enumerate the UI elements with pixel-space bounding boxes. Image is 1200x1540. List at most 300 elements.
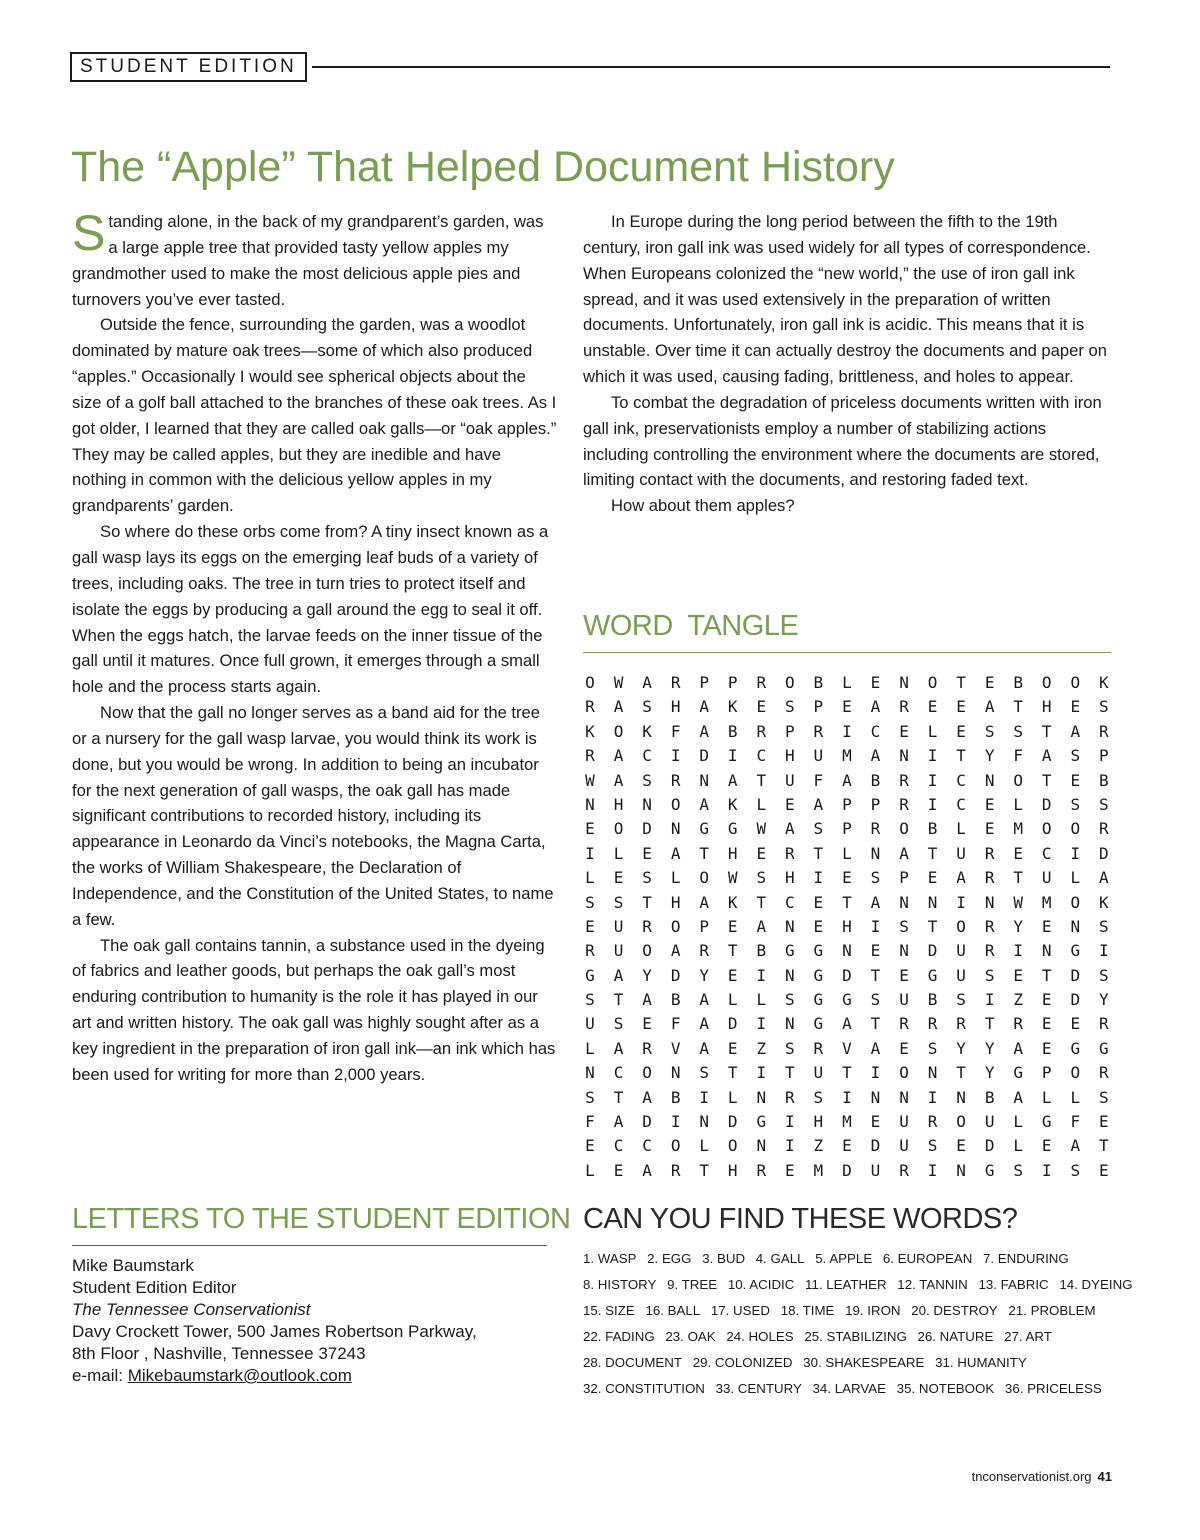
find-word-item: 29. COLONIZED <box>692 1355 793 1370</box>
grid-letter: I <box>785 1136 795 1156</box>
grid-letter: R <box>756 1160 767 1180</box>
grid-letter: N <box>699 1112 709 1132</box>
grid-letter: L <box>585 1160 595 1180</box>
grid-letter: O <box>642 1063 652 1083</box>
grid-letter: I <box>927 770 938 790</box>
grid-letter: C <box>870 721 881 741</box>
grid-letter: R <box>1099 1063 1109 1083</box>
find-word-item: 35. NOTEBOOK <box>896 1381 995 1396</box>
grid-letter: A <box>613 1038 624 1058</box>
grid-letter: A <box>670 941 681 961</box>
grid-letter: T <box>756 892 767 912</box>
grid-letter: B <box>756 941 767 961</box>
grid-letter: R <box>1099 721 1109 741</box>
grid-letter: H <box>670 697 681 717</box>
grid-letter: E <box>813 916 824 936</box>
grid-letter: G <box>1041 1112 1052 1132</box>
grid-letter: A <box>899 843 909 863</box>
grid-letter: K <box>1099 892 1109 912</box>
grid-letter: E <box>1070 1014 1081 1034</box>
grid-letter: L <box>670 868 681 888</box>
grid-letter: T <box>870 965 881 985</box>
find-word-item: 3. BUD <box>702 1251 746 1266</box>
grid-letter: G <box>785 941 795 961</box>
grid-letter: Y <box>984 746 995 766</box>
grid-letter: N <box>585 794 595 814</box>
grid-letter: F <box>1013 746 1024 766</box>
grid-letter: O <box>699 868 709 888</box>
grid-letter: N <box>785 965 795 985</box>
find-word-item: 16. BALL <box>645 1303 701 1318</box>
grid-letter: B <box>670 990 681 1010</box>
grid-letter: I <box>756 1063 767 1083</box>
grid-letter: P <box>699 916 709 936</box>
find-word-item: 13. FABRIC <box>978 1277 1049 1292</box>
grid-letter: E <box>1041 990 1052 1010</box>
grid-letter: E <box>785 794 795 814</box>
grid-letter: I <box>670 746 681 766</box>
grid-letter: E <box>585 819 595 839</box>
grid-letter: L <box>1013 1136 1024 1156</box>
grid-letter: L <box>842 673 852 692</box>
grid-letter: S <box>785 990 795 1010</box>
grid-letter: E <box>1041 1014 1052 1034</box>
grid-letter: B <box>927 990 938 1010</box>
grid-letter: D <box>642 819 652 839</box>
grid-letter: O <box>927 673 938 692</box>
grid-letter: S <box>756 868 767 888</box>
grid-letter: E <box>956 697 966 717</box>
find-word-item: 23. OAK <box>665 1329 716 1344</box>
grid-letter: S <box>984 721 995 741</box>
grid-row <box>583 793 1111 817</box>
grid-letter: S <box>1070 1160 1081 1180</box>
grid-letter: S <box>956 990 966 1010</box>
grid-letter: R <box>899 770 909 790</box>
grid-letter: V <box>842 1038 852 1058</box>
grid-letter: S <box>927 1038 938 1058</box>
grid-letter: R <box>642 916 652 936</box>
grid-letter: E <box>927 868 938 888</box>
grid-letter: S <box>642 697 652 717</box>
grid-letter: L <box>1070 1087 1081 1107</box>
grid-letter: T <box>699 843 709 863</box>
grid-letter: R <box>927 1112 938 1132</box>
find-word-item: 10. ACIDIC <box>727 1277 795 1292</box>
grid-letter: L <box>585 1038 595 1058</box>
grid-letter: C <box>785 892 795 912</box>
find-word-item: 27. ART <box>1004 1329 1052 1344</box>
grid-letter: N <box>699 770 709 790</box>
grid-letter: K <box>585 721 595 741</box>
grid-letter: A <box>613 1112 624 1132</box>
find-words-list <box>583 1246 1143 1402</box>
grid-letter: S <box>870 868 881 888</box>
grid-letter: S <box>1070 794 1081 814</box>
grid-letter: H <box>613 794 624 814</box>
grid-letter: N <box>1041 941 1052 961</box>
grid-letter: U <box>956 941 966 961</box>
grid-letter: G <box>1070 941 1081 961</box>
grid-letter: L <box>1013 794 1024 814</box>
grid-letter: C <box>956 770 966 790</box>
grid-row <box>583 1012 1111 1036</box>
article-right-column <box>583 209 1108 519</box>
grid-letter: E <box>813 892 824 912</box>
grid-letter: R <box>984 916 995 936</box>
article-paragraph: To combat the degradation of priceless documents written with iron gall ink, preservationists employ a number of stabilizing actions including controlling the environment where the documents are stored, limiting contact with the documents, and restoring faded text. <box>583 392 1102 490</box>
grid-letter: N <box>785 916 795 936</box>
grid-letter: A <box>1070 721 1081 741</box>
grid-letter: D <box>642 1112 652 1132</box>
grid-letter: B <box>1013 673 1024 692</box>
grid-letter: G <box>727 819 738 839</box>
grid-letter: O <box>1041 673 1052 692</box>
grid-letter: B <box>984 1087 995 1107</box>
grid-letter: Y <box>1013 916 1024 936</box>
grid-letter: A <box>870 746 881 766</box>
grid-letter: E <box>870 673 881 692</box>
grid-letter: S <box>613 892 624 912</box>
grid-letter: P <box>699 673 709 692</box>
find-word-item: 21. PROBLEM <box>1008 1303 1096 1318</box>
grid-row <box>583 695 1111 719</box>
grid-letter: G <box>1013 1063 1024 1083</box>
grid-letter: I <box>756 1014 767 1034</box>
grid-letter: O <box>1070 1063 1081 1083</box>
grid-letter: D <box>842 965 852 985</box>
grid-letter: Z <box>756 1038 767 1058</box>
address-line-2: 8th Floor , Nashville, Tennessee 37243 <box>72 1344 366 1363</box>
grid-letter: N <box>842 941 852 961</box>
grid-letter: U <box>585 1014 595 1034</box>
grid-letter: S <box>1070 746 1081 766</box>
grid-letter: R <box>670 770 681 790</box>
grid-letter: L <box>1013 1112 1024 1132</box>
grid-letter: R <box>585 941 595 961</box>
grid-row <box>583 915 1111 939</box>
grid-letter: N <box>785 1014 795 1034</box>
grid-letter: E <box>727 965 738 985</box>
grid-letter: R <box>699 941 709 961</box>
grid-letter: U <box>813 1063 824 1083</box>
grid-letter: O <box>1070 673 1081 692</box>
find-word-item: 14. DYEING <box>1059 1277 1133 1292</box>
article-paragraph: So where do these orbs come from? A tiny insect known as a gall wasp lays its eggs on the emerging leaf buds of a variety of trees, including oaks. The tree in turn tries to protect itself and isolate the eggs by producing a gall around the egg to seal it off. When the eggs hatch, the larvae feeds on the inner tissue of the gall until it matures. Once full grown, it emerges through a small hole and the process starts again. <box>72 522 549 697</box>
grid-letter: U <box>1041 868 1052 888</box>
grid-letter: R <box>1099 1014 1109 1034</box>
grid-letter: E <box>756 843 767 863</box>
find-word-item: 26. NATURE <box>917 1329 994 1344</box>
grid-letter: E <box>984 673 995 692</box>
grid-letter: T <box>699 1160 709 1180</box>
grid-letter: R <box>899 1160 909 1180</box>
grid-letter: E <box>1041 916 1052 936</box>
grid-letter: R <box>756 721 767 741</box>
find-word-item: 20. DESTROY <box>911 1303 998 1318</box>
find-word-item: 30. SHAKESPEARE <box>803 1355 925 1370</box>
grid-letter: G <box>699 819 709 839</box>
find-word-item: 24. HOLES <box>726 1329 794 1344</box>
grid-row <box>583 1159 1111 1183</box>
find-word-item: 15. SIZE <box>583 1303 635 1318</box>
find-word-item: 5. APPLE <box>815 1251 873 1266</box>
grid-letter: R <box>785 1087 795 1107</box>
grid-letter: E <box>1070 697 1081 717</box>
grid-letter: A <box>642 1160 652 1180</box>
grid-letter: I <box>756 965 767 985</box>
grid-letter: S <box>1099 1087 1109 1107</box>
grid-letter: U <box>899 990 909 1010</box>
find-word-item: 33. CENTURY <box>715 1381 802 1396</box>
find-word-item: 32. CONSTITUTION <box>583 1381 705 1396</box>
grid-letter: L <box>927 721 938 741</box>
grid-letter: S <box>699 1063 709 1083</box>
grid-letter: S <box>585 990 595 1010</box>
find-word-item: 28. DOCUMENT <box>583 1355 682 1370</box>
grid-letter: O <box>585 673 595 692</box>
grid-letter: F <box>670 1014 681 1034</box>
grid-letter: F <box>1070 1112 1081 1132</box>
grid-letter: A <box>699 794 709 814</box>
grid-letter: Y <box>1099 990 1109 1010</box>
grid-letter: B <box>870 770 881 790</box>
grid-letter: R <box>984 843 995 863</box>
grid-row <box>583 988 1111 1012</box>
site-url: tnconservationist.org <box>971 1469 1092 1484</box>
grid-letter: T <box>1099 1136 1109 1156</box>
grid-letter: G <box>842 990 852 1010</box>
grid-letter: A <box>613 770 624 790</box>
grid-letter: D <box>870 1136 881 1156</box>
article-paragraph: The oak gall contains tannin, a substance used in the dyeing of fabrics and leather goods, but perhaps the oak gall’s most enduring contribution to humanity is the role it has played in our art and written history. The oak gall was highly sought after as a key ingredient in the preparation of iron gall ink—an ink which has been used for writing for more than 2,000 years. <box>72 935 556 1084</box>
grid-letter: E <box>927 697 938 717</box>
grid-letter: Y <box>642 965 652 985</box>
grid-letter: Z <box>813 1136 824 1156</box>
grid-letter: R <box>756 673 767 692</box>
grid-letter: R <box>1099 819 1109 839</box>
grid-letter: L <box>727 990 738 1010</box>
grid-letter: S <box>813 1087 824 1107</box>
grid-letter: P <box>1099 746 1109 766</box>
grid-letter: E <box>585 1136 595 1156</box>
grid-letter: G <box>927 965 938 985</box>
grid-row <box>583 744 1111 768</box>
grid-letter: I <box>670 1112 681 1132</box>
grid-letter: P <box>813 697 824 717</box>
find-word-item: 34. LARVAE <box>812 1381 886 1396</box>
address-line-1: Davy Crockett Tower, 500 James Robertson Parkway, <box>72 1322 477 1341</box>
grid-letter: T <box>1041 770 1052 790</box>
grid-letter: N <box>984 892 995 912</box>
grid-letter: T <box>956 746 966 766</box>
grid-letter: K <box>642 721 652 741</box>
grid-letter: O <box>899 1063 909 1083</box>
grid-letter: V <box>670 1038 681 1058</box>
grid-letter: A <box>699 1038 709 1058</box>
grid-letter: A <box>870 697 881 717</box>
grid-letter: S <box>813 819 824 839</box>
grid-letter: E <box>870 941 881 961</box>
grid-letter: N <box>899 1087 909 1107</box>
grid-letter: N <box>870 843 881 863</box>
email-link[interactable]: Mikebaumstark@outlook.com <box>127 1366 352 1385</box>
grid-letter: N <box>899 673 909 692</box>
grid-letter: A <box>699 1014 709 1034</box>
grid-letter: U <box>785 770 795 790</box>
grid-letter: U <box>813 746 824 766</box>
grid-letter: D <box>984 1136 995 1156</box>
grid-letter: I <box>927 746 938 766</box>
find-word-item: 11. LEATHER <box>805 1277 887 1292</box>
find-word-item: 17. USED <box>710 1303 770 1318</box>
grid-letter: P <box>842 819 852 839</box>
grid-letter: L <box>1070 868 1081 888</box>
grid-letter: Z <box>1013 990 1024 1010</box>
grid-letter: A <box>870 892 881 912</box>
grid-letter: A <box>699 990 709 1010</box>
grid-letter: A <box>727 770 738 790</box>
grid-letter: E <box>956 721 966 741</box>
grid-row <box>583 817 1111 841</box>
grid-row <box>583 769 1111 793</box>
find-word-item: 2. EGG <box>647 1251 692 1266</box>
grid-letter: N <box>642 794 652 814</box>
grid-letter: P <box>785 721 795 741</box>
grid-letter: U <box>899 1112 909 1132</box>
grid-letter: I <box>842 1087 852 1107</box>
grid-letter: T <box>984 1014 995 1034</box>
grid-letter: N <box>585 1063 595 1083</box>
letters-contact <box>72 1255 552 1387</box>
grid-letter: H <box>785 868 795 888</box>
grid-letter: E <box>727 1038 738 1058</box>
grid-letter: W <box>585 770 595 790</box>
grid-letter: I <box>927 794 938 814</box>
grid-letter: S <box>785 697 795 717</box>
grid-letter: L <box>756 990 767 1010</box>
grid-letter: E <box>785 1160 795 1180</box>
grid-letter: N <box>956 1160 966 1180</box>
grid-letter: I <box>813 868 824 888</box>
grid-letter: R <box>813 1038 824 1058</box>
grid-letter: R <box>1013 1014 1024 1034</box>
grid-letter: U <box>956 843 966 863</box>
grid-letter: I <box>727 746 738 766</box>
grid-letter: D <box>1041 794 1052 814</box>
find-word-item: 6. EUROPEAN <box>882 1251 973 1266</box>
grid-letter: A <box>1013 1087 1024 1107</box>
find-word-item: 25. STABILIZING <box>804 1329 907 1344</box>
grid-letter: R <box>927 1014 938 1034</box>
editor-role: Student Edition Editor <box>72 1278 237 1297</box>
grid-letter: S <box>785 1038 795 1058</box>
grid-letter: D <box>727 1014 738 1034</box>
grid-row <box>583 720 1111 744</box>
grid-letter: N <box>927 892 938 912</box>
grid-row <box>583 1037 1111 1061</box>
grid-letter: E <box>1013 965 1024 985</box>
grid-letter: U <box>956 965 966 985</box>
grid-row <box>583 891 1111 915</box>
grid-letter: U <box>870 1160 881 1180</box>
student-edition-label: STUDENT EDITION <box>70 52 307 82</box>
grid-letter: S <box>984 965 995 985</box>
grid-letter: O <box>670 1136 681 1156</box>
grid-letter: Y <box>956 1038 966 1058</box>
grid-letter: R <box>899 1014 909 1034</box>
grid-letter: S <box>899 916 909 936</box>
find-word-item: 18. TIME <box>780 1303 835 1318</box>
grid-letter: I <box>1070 843 1081 863</box>
grid-letter: E <box>1099 1160 1109 1180</box>
grid-letter: R <box>984 868 995 888</box>
grid-row <box>583 1110 1111 1134</box>
grid-letter: E <box>613 1160 624 1180</box>
grid-letter: O <box>785 673 795 692</box>
grid-letter: O <box>670 794 681 814</box>
grid-letter: M <box>842 746 852 766</box>
grid-letter: C <box>642 746 652 766</box>
grid-letter: I <box>870 1063 881 1083</box>
grid-letter: P <box>842 794 852 814</box>
grid-letter: S <box>585 1087 595 1107</box>
grid-letter: D <box>727 1112 738 1132</box>
grid-letter: E <box>899 965 909 985</box>
find-word-item: 4. GALL <box>755 1251 805 1266</box>
grid-letter: F <box>585 1112 595 1132</box>
grid-letter: N <box>756 1136 767 1156</box>
grid-letter: S <box>642 868 652 888</box>
letters-heading: LETTERS TO THE STUDENT EDITION <box>72 1203 571 1235</box>
grid-letter: W <box>1013 892 1024 912</box>
grid-letter: A <box>756 916 767 936</box>
grid-letter: A <box>642 1087 652 1107</box>
grid-letter: L <box>842 843 852 863</box>
grid-letter: C <box>756 746 767 766</box>
grid-letter: L <box>699 1136 709 1156</box>
grid-letter: L <box>585 868 595 888</box>
grid-letter: I <box>1099 941 1109 961</box>
word-search-grid <box>583 671 1111 1183</box>
grid-letter: I <box>870 916 881 936</box>
section-header <box>70 52 1110 80</box>
find-word-item: 12. TANNIN <box>897 1277 968 1292</box>
grid-letter: O <box>1013 770 1024 790</box>
grid-letter: I <box>927 1160 938 1180</box>
letters-rule <box>72 1245 547 1246</box>
article-paragraph: How about them apples? <box>611 496 795 516</box>
grid-letter: A <box>956 868 966 888</box>
grid-letter: T <box>927 916 938 936</box>
grid-letter: E <box>984 819 995 839</box>
grid-letter: R <box>984 941 995 961</box>
grid-letter: I <box>1013 941 1024 961</box>
grid-letter: R <box>870 819 881 839</box>
grid-letter: S <box>613 1014 624 1034</box>
grid-letter: R <box>670 1160 681 1180</box>
grid-letter: T <box>1041 721 1052 741</box>
grid-letter: E <box>842 1136 852 1156</box>
grid-letter: T <box>785 1063 795 1083</box>
grid-letter: L <box>1041 1087 1052 1107</box>
grid-letter: B <box>927 819 938 839</box>
grid-letter: T <box>727 941 738 961</box>
grid-letter: A <box>842 770 852 790</box>
grid-letter: F <box>670 721 681 741</box>
grid-letter: I <box>956 892 966 912</box>
grid-letter: R <box>585 697 595 717</box>
